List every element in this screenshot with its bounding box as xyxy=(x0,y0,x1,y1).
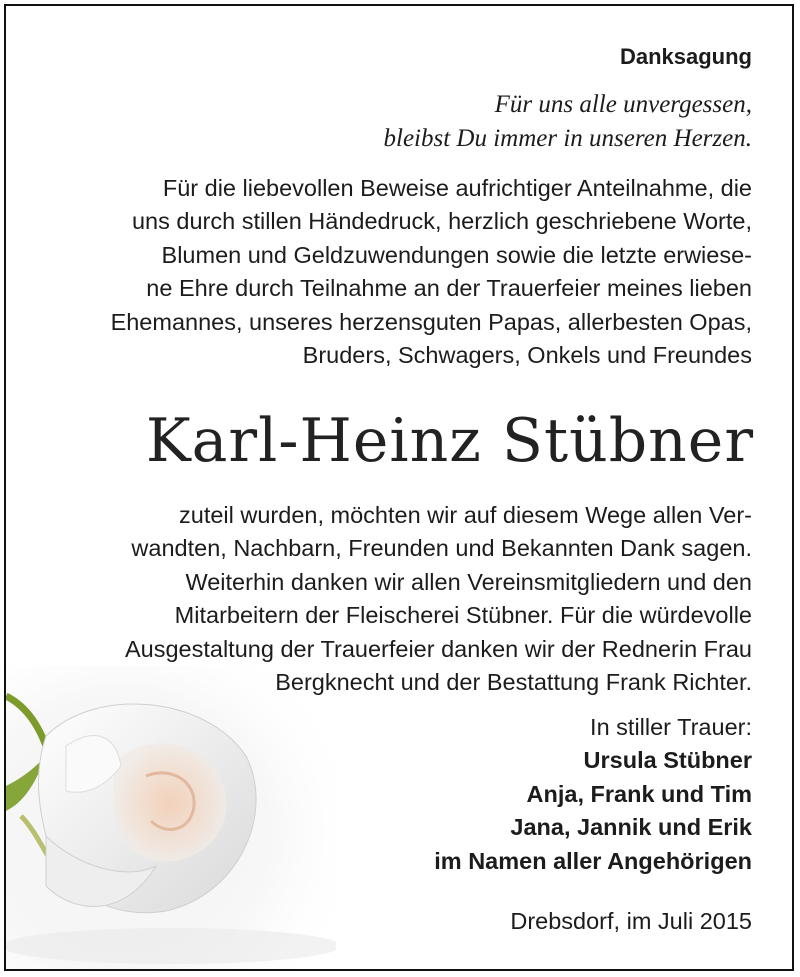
paragraph-line: Ausgestaltung der Trauerfeier danken wir der Rednerin Frau xyxy=(124,635,752,662)
signoff-intro: In stiller Trauer: xyxy=(590,714,752,740)
verse-line: Für uns alle unvergessen, xyxy=(494,91,752,118)
mourner-name: im Namen aller Angehörigen xyxy=(434,847,752,874)
paragraph-line: Mitarbeitern der Fleischerei Stübner. Für die würdevolle xyxy=(174,602,752,629)
heading: Danksagung xyxy=(619,44,752,69)
paragraph-line: Bergknecht und der Bestattung Frank Richter. xyxy=(275,669,752,696)
verse-line: bleibst Du immer in unseren Herzen. xyxy=(383,125,752,152)
thanks-paragraph-1 xyxy=(32,172,752,372)
signoff-block xyxy=(434,711,752,878)
paragraph-line: Bruders, Schwagers, Onkels und Freundes xyxy=(302,342,752,369)
mourner-name: Ursula Stübner xyxy=(583,747,752,774)
paragraph-line: Blumen und Geldzuwendungen sowie die letzte erwiese- xyxy=(161,241,752,268)
thanks-paragraph-2 xyxy=(32,499,752,699)
paragraph-line: Ehemannes, unseres herzensguten Papas, allerbesten Opas, xyxy=(110,308,752,335)
paragraph-line: Für die liebevollen Beweise aufrichtiger Anteilnahme, die xyxy=(162,175,752,201)
paragraph-line: zuteil wurden, möchten wir auf diesem Wege allen Ver- xyxy=(179,502,752,528)
place-date: Drebsdorf, im Juli 2015 xyxy=(510,908,752,934)
obituary-card xyxy=(4,4,794,971)
white-rose-image xyxy=(6,666,336,971)
mourner-name: Jana, Jannik und Erik xyxy=(510,814,752,841)
deceased-name: Karl-Heinz Stübner xyxy=(145,406,754,476)
memorial-verse xyxy=(384,88,752,156)
paragraph-line: wandten, Nachbarn, Freunden und Bekannten Dank sagen. xyxy=(131,535,752,562)
paragraph-line: Weiterhin danken wir allen Vereinsmitgliedern und den xyxy=(185,568,752,595)
paragraph-line: uns durch stillen Händedruck, herzlich geschriebene Worte, xyxy=(131,208,752,235)
mourner-name: Anja, Frank und Tim xyxy=(526,780,752,807)
paragraph-line: ne Ehre durch Teilnahme an der Trauerfeier meines lieben xyxy=(146,275,752,302)
